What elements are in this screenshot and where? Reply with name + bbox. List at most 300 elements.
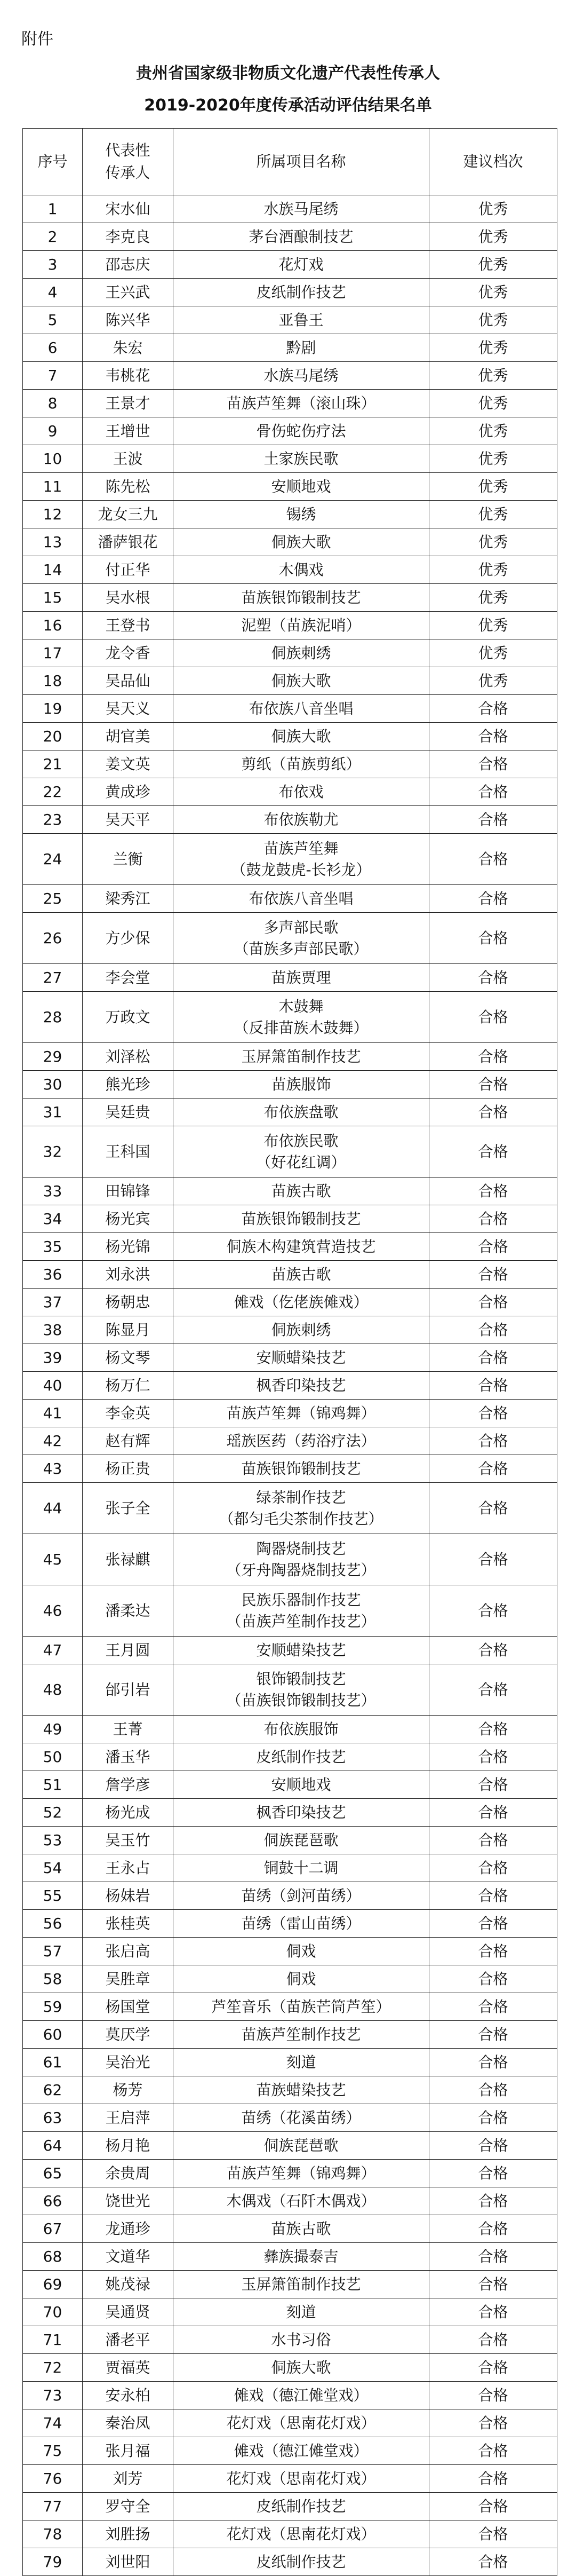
cell-inheritor: 吴治光 [83, 2049, 173, 2076]
project-name-line: 布依族勒尤 [263, 810, 339, 828]
project-name-line: 苗族芦笙制作技艺 [241, 2025, 361, 2043]
project-name-line: 苗族服饰 [271, 1075, 331, 1093]
cell-inheritor: 王兴武 [83, 279, 173, 306]
cell-project [173, 445, 429, 473]
project-name-line: （苗族多声部民歌） [234, 939, 369, 958]
project-name-line: 侗族琵琶歌 [263, 1831, 339, 1849]
table-row [23, 279, 557, 306]
cell-inheritor: 刘世阳 [83, 2548, 173, 2576]
table-row [23, 1534, 557, 1585]
header-project: 所属项目名称 [173, 129, 429, 195]
cell-index: 57 [23, 1938, 83, 1965]
project-name-line: 苗族贾理 [271, 968, 331, 986]
cell-inheritor: 黄成珍 [83, 778, 173, 806]
project-name-line: 枫香印染技艺 [256, 1803, 346, 1821]
cell-inheritor: 王增世 [83, 417, 173, 445]
cell-inheritor: 付正华 [83, 556, 173, 584]
cell-inheritor: 张桂英 [83, 1910, 173, 1938]
cell-grade: 合格 [429, 913, 557, 964]
cell-project [173, 2548, 429, 2576]
table-row [23, 2160, 557, 2187]
cell-index: 63 [23, 2104, 83, 2132]
project-name-line: 花灯戏（思南花灯戏） [226, 2525, 376, 2543]
cell-project [173, 2271, 429, 2298]
cell-project [173, 501, 429, 528]
project-name-line: 侗族大歌 [271, 2358, 331, 2376]
cell-index: 49 [23, 1716, 83, 1743]
cell-index: 21 [23, 750, 83, 778]
cell-project [173, 1910, 429, 1938]
cell-project [173, 223, 429, 251]
cell-inheritor: 王永占 [83, 1854, 173, 1882]
cell-project [173, 1400, 429, 1427]
cell-inheritor: 龙通珍 [83, 2215, 173, 2243]
cell-grade: 合格 [429, 2493, 557, 2520]
table-row [23, 834, 557, 885]
cell-inheritor: 饶世光 [83, 2187, 173, 2215]
project-name-line: 水族马尾绣 [263, 200, 339, 218]
table-row [23, 362, 557, 390]
cell-inheritor: 陈兴华 [83, 306, 173, 334]
cell-grade: 合格 [429, 723, 557, 750]
project-name-line: 锡绣 [286, 505, 316, 523]
cell-inheritor: 张禄麒 [83, 1534, 173, 1585]
cell-grade: 合格 [429, 885, 557, 913]
cell-inheritor: 罗守全 [83, 2493, 173, 2520]
header-index: 序号 [23, 129, 83, 195]
cell-index: 67 [23, 2215, 83, 2243]
cell-index: 70 [23, 2298, 83, 2326]
cell-grade: 优秀 [429, 556, 557, 584]
cell-inheritor: 方少保 [83, 913, 173, 964]
table-row [23, 750, 557, 778]
cell-inheritor: 杨朝忠 [83, 1289, 173, 1316]
table-row [23, 1099, 557, 1126]
cell-grade: 合格 [429, 1854, 557, 1882]
project-name-line: 侗族大歌 [271, 533, 331, 551]
project-name-line: 亚鲁王 [278, 311, 324, 329]
project-name-line: 侗族大歌 [271, 671, 331, 690]
table-row [23, 2437, 557, 2465]
cell-inheritor: 邵志庆 [83, 251, 173, 279]
cell-index: 48 [23, 1664, 83, 1716]
project-name-line: 黔剧 [286, 338, 316, 357]
project-name-line: 布依族民歌 [263, 1132, 339, 1150]
cell-grade: 合格 [429, 1534, 557, 1585]
cell-index: 64 [23, 2132, 83, 2160]
cell-index: 7 [23, 362, 83, 390]
cell-grade: 合格 [429, 1483, 557, 1534]
cell-project [173, 306, 429, 334]
cell-index: 33 [23, 1178, 83, 1205]
cell-project [173, 1178, 429, 1205]
table-row [23, 473, 557, 501]
table-row [23, 2271, 557, 2298]
project-name-line: 土家族民歌 [263, 449, 339, 468]
cell-index: 50 [23, 1743, 83, 1771]
cell-inheritor: 田锦锋 [83, 1178, 173, 1205]
cell-inheritor: 王登书 [83, 612, 173, 639]
table-row [23, 1799, 557, 1827]
project-name-line: 皮纸制作技艺 [256, 2497, 346, 2515]
project-name-line: 侗族刺绣 [271, 644, 331, 662]
project-name-line: 侗族刺绣 [271, 1321, 331, 1339]
cell-index: 75 [23, 2437, 83, 2465]
cell-inheritor: 宋水仙 [83, 195, 173, 223]
project-name-line: 陶器烧制技艺 [256, 1539, 346, 1558]
cell-inheritor: 杨妹岩 [83, 1882, 173, 1910]
cell-project [173, 885, 429, 913]
cell-index: 42 [23, 1427, 83, 1455]
table-row [23, 556, 557, 584]
project-name-line: 安顺地戏 [271, 477, 331, 495]
cell-index: 52 [23, 1799, 83, 1827]
cell-inheritor: 杨光宾 [83, 1205, 173, 1233]
cell-index: 78 [23, 2520, 83, 2548]
cell-project [173, 2382, 429, 2409]
cell-project [173, 1799, 429, 1827]
cell-index: 18 [23, 667, 83, 695]
table-row [23, 1716, 557, 1743]
cell-project [173, 1043, 429, 1071]
table-row [23, 445, 557, 473]
table-row [23, 1993, 557, 2021]
project-name-line: 瑶族医药（药浴疗法） [226, 1432, 376, 1450]
cell-inheritor: 王菁 [83, 1716, 173, 1743]
project-name-line: 傩戏（德江傩堂戏） [234, 2386, 369, 2404]
cell-index: 43 [23, 1455, 83, 1483]
cell-grade: 合格 [429, 1316, 557, 1344]
table-row [23, 2021, 557, 2049]
cell-inheritor: 张月福 [83, 2437, 173, 2465]
cell-index: 32 [23, 1126, 83, 1178]
project-name-line: 皮纸制作技艺 [256, 1748, 346, 1766]
cell-index: 54 [23, 1854, 83, 1882]
project-name-line: 安顺蜡染技艺 [256, 1348, 346, 1366]
cell-inheritor: 刘芳 [83, 2465, 173, 2493]
cell-grade: 合格 [429, 1965, 557, 1993]
table-row [23, 1372, 557, 1400]
cell-project [173, 2243, 429, 2271]
project-name-line: 侗戏 [286, 1970, 316, 1988]
cell-index: 35 [23, 1233, 83, 1261]
cell-grade: 合格 [429, 2382, 557, 2409]
cell-index: 6 [23, 334, 83, 362]
project-name-line: 苗族芦笙舞（锦鸡舞） [226, 1404, 376, 1422]
cell-grade: 合格 [429, 1261, 557, 1289]
table-row [23, 334, 557, 362]
table-row [23, 1771, 557, 1799]
cell-grade: 合格 [429, 992, 557, 1043]
cell-project [173, 612, 429, 639]
project-name-line: 布依族八音坐唱 [249, 699, 354, 717]
table-row [23, 1316, 557, 1344]
cell-inheritor: 杨文琴 [83, 1344, 173, 1372]
project-name-line: 侗族琵琶歌 [263, 2136, 339, 2154]
cell-project [173, 2187, 429, 2215]
cell-inheritor: 李金英 [83, 1400, 173, 1427]
cell-inheritor: 吴胜章 [83, 1965, 173, 1993]
cell-index: 71 [23, 2326, 83, 2354]
cell-project [173, 556, 429, 584]
cell-grade: 优秀 [429, 639, 557, 667]
cell-index: 9 [23, 417, 83, 445]
cell-grade: 优秀 [429, 362, 557, 390]
project-name-line: （反排苗族木鼓舞） [234, 1018, 369, 1037]
project-name-line: 水族马尾绣 [263, 366, 339, 384]
cell-project [173, 1716, 429, 1743]
cell-project [173, 806, 429, 834]
cell-index: 25 [23, 885, 83, 913]
cell-inheritor: 杨万仁 [83, 1372, 173, 1400]
cell-grade: 合格 [429, 1289, 557, 1316]
cell-project [173, 1993, 429, 2021]
table-row [23, 2243, 557, 2271]
cell-grade: 合格 [429, 2409, 557, 2437]
cell-project [173, 2021, 429, 2049]
cell-index: 66 [23, 2187, 83, 2215]
project-name-line: 民族乐器制作技艺 [241, 1591, 361, 1609]
cell-index: 47 [23, 1637, 83, 1664]
project-name-line: （牙舟陶器烧制技艺） [226, 1561, 376, 1579]
cell-index: 19 [23, 695, 83, 723]
cell-project [173, 1233, 429, 1261]
table-row [23, 1261, 557, 1289]
cell-project [173, 2465, 429, 2493]
cell-grade: 合格 [429, 778, 557, 806]
cell-inheritor: 王月圆 [83, 1637, 173, 1664]
cell-index: 36 [23, 1261, 83, 1289]
cell-grade: 合格 [429, 1400, 557, 1427]
cell-project [173, 1534, 429, 1585]
table-row [23, 2104, 557, 2132]
cell-inheritor: 赵有辉 [83, 1427, 173, 1455]
cell-inheritor: 梁秀江 [83, 885, 173, 913]
cell-grade: 合格 [429, 1372, 557, 1400]
cell-project [173, 279, 429, 306]
cell-grade: 优秀 [429, 445, 557, 473]
cell-inheritor: 潘玉华 [83, 1743, 173, 1771]
table-row [23, 584, 557, 612]
cell-inheritor: 莫厌学 [83, 2021, 173, 2049]
cell-index: 26 [23, 913, 83, 964]
cell-grade: 合格 [429, 2160, 557, 2187]
cell-project [173, 2354, 429, 2382]
table-row [23, 1882, 557, 1910]
cell-project [173, 964, 429, 992]
table-row [23, 695, 557, 723]
cell-project [173, 1261, 429, 1289]
table-row [23, 1071, 557, 1099]
project-name-line: 花灯戏（思南花灯戏） [226, 2414, 376, 2432]
cell-project [173, 2493, 429, 2520]
cell-grade: 合格 [429, 1993, 557, 2021]
cell-project [173, 913, 429, 964]
cell-inheritor: 杨国堂 [83, 1993, 173, 2021]
cell-project [173, 1344, 429, 1372]
cell-inheritor: 吴天义 [83, 695, 173, 723]
project-name-line: 骨伤蛇伤疗法 [256, 422, 346, 440]
cell-inheritor: 安永柏 [83, 2382, 173, 2409]
cell-inheritor: 吴水根 [83, 584, 173, 612]
table-row [23, 964, 557, 992]
cell-index: 11 [23, 473, 83, 501]
table-row [23, 639, 557, 667]
project-name-line: 玉屏箫笛制作技艺 [241, 1047, 361, 1065]
cell-inheritor: 陈先松 [83, 473, 173, 501]
cell-inheritor: 姚茂禄 [83, 2271, 173, 2298]
cell-inheritor: 余贵周 [83, 2160, 173, 2187]
cell-grade: 合格 [429, 2132, 557, 2160]
cell-index: 41 [23, 1400, 83, 1427]
table-row [23, 1938, 557, 1965]
cell-project [173, 417, 429, 445]
table-row [23, 2409, 557, 2437]
table-row [23, 1205, 557, 1233]
cell-grade: 合格 [429, 1126, 557, 1178]
cell-inheritor: 朱宏 [83, 334, 173, 362]
project-name-line: 傩戏（德江傩堂戏） [234, 2441, 369, 2460]
cell-grade: 优秀 [429, 279, 557, 306]
cell-project [173, 834, 429, 885]
header-inheritor-label: 代表性传承人 [105, 141, 150, 181]
cell-grade: 合格 [429, 1799, 557, 1827]
table-header-row [23, 129, 557, 195]
cell-index: 31 [23, 1099, 83, 1126]
project-name-line: 皮纸制作技艺 [256, 2553, 346, 2571]
cell-grade: 合格 [429, 2243, 557, 2271]
project-name-line: 苗族芦笙舞（滚山珠） [226, 394, 376, 412]
cell-grade: 合格 [429, 2298, 557, 2326]
cell-project [173, 334, 429, 362]
cell-grade: 合格 [429, 1637, 557, 1664]
cell-grade: 合格 [429, 1043, 557, 1071]
cell-grade: 合格 [429, 2437, 557, 2465]
project-name-line: 茅台酒酿制技艺 [249, 227, 354, 246]
cell-grade: 优秀 [429, 501, 557, 528]
project-name-line: 侗戏 [286, 1942, 316, 1960]
cell-index: 69 [23, 2271, 83, 2298]
project-name-line: 苗绣（雷山苗绣） [241, 1914, 361, 1932]
cell-index: 55 [23, 1882, 83, 1910]
table-row [23, 1854, 557, 1882]
cell-project [173, 1071, 429, 1099]
table-row [23, 306, 557, 334]
cell-grade: 合格 [429, 1205, 557, 1233]
cell-grade: 合格 [429, 1071, 557, 1099]
project-name-line: 花灯戏 [278, 255, 324, 273]
header-grade: 建议档次 [429, 129, 557, 195]
cell-index: 38 [23, 1316, 83, 1344]
cell-project [173, 528, 429, 556]
cell-grade: 合格 [429, 1455, 557, 1483]
cell-index: 17 [23, 639, 83, 667]
cell-index: 74 [23, 2409, 83, 2437]
cell-index: 3 [23, 251, 83, 279]
table-row [23, 1178, 557, 1205]
cell-index: 60 [23, 2021, 83, 2049]
cell-inheritor: 熊光珍 [83, 1071, 173, 1099]
cell-index: 46 [23, 1585, 83, 1637]
cell-index: 76 [23, 2465, 83, 2493]
document-title-line-1: 贵州省国家级非物质文化遗产代表性传承人 [136, 64, 440, 83]
table-row [23, 1483, 557, 1534]
cell-project [173, 1316, 429, 1344]
cell-index: 16 [23, 612, 83, 639]
cell-index: 14 [23, 556, 83, 584]
project-name-line: （苗族银饰锻制技艺） [226, 1691, 376, 1709]
cell-project [173, 2104, 429, 2132]
cell-project [173, 1938, 429, 1965]
cell-project [173, 390, 429, 417]
cell-project [173, 473, 429, 501]
table-row [23, 2548, 557, 2576]
cell-grade: 合格 [429, 1771, 557, 1799]
project-name-line: 苗绣（花溪苗绣） [241, 2108, 361, 2127]
cell-grade: 优秀 [429, 667, 557, 695]
cell-index: 37 [23, 1289, 83, 1316]
cell-grade: 合格 [429, 1099, 557, 1126]
cell-grade: 合格 [429, 2187, 557, 2215]
cell-index: 44 [23, 1483, 83, 1534]
cell-grade: 合格 [429, 1716, 557, 1743]
cell-inheritor: 杨月艳 [83, 2132, 173, 2160]
project-name-line: 安顺地戏 [271, 1775, 331, 1793]
cell-grade: 优秀 [429, 473, 557, 501]
project-name-line: 刻道 [286, 2053, 316, 2071]
table-row [23, 2465, 557, 2493]
cell-project [173, 195, 429, 223]
cell-project [173, 667, 429, 695]
project-name-line: 木偶戏（石阡木偶戏） [226, 2192, 376, 2210]
table-row [23, 1126, 557, 1178]
cell-inheritor: 杨芳 [83, 2076, 173, 2104]
table-row [23, 2520, 557, 2548]
project-name-line: 花灯戏（思南花灯戏） [226, 2469, 376, 2487]
cell-inheritor: 吴通贤 [83, 2298, 173, 2326]
cell-index: 59 [23, 1993, 83, 2021]
project-name-line: 多声部民歌 [263, 918, 339, 936]
table-row [23, 723, 557, 750]
table-row [23, 1743, 557, 1771]
cell-index: 27 [23, 964, 83, 992]
document-title-line-2: 2019-2020年度传承活动评估结果名单 [144, 96, 432, 115]
table-row [23, 223, 557, 251]
cell-project [173, 778, 429, 806]
cell-grade: 合格 [429, 1882, 557, 1910]
cell-grade: 合格 [429, 834, 557, 885]
table-row [23, 1827, 557, 1854]
project-name-line: （苗族芦笙制作技艺） [226, 1612, 376, 1630]
project-name-line: 芦笙音乐（苗族芒筒芦笙） [211, 1997, 391, 2016]
cell-grade: 合格 [429, 1938, 557, 1965]
cell-grade: 合格 [429, 2076, 557, 2104]
cell-project [173, 1771, 429, 1799]
cell-grade: 优秀 [429, 334, 557, 362]
cell-inheritor: 文道华 [83, 2243, 173, 2271]
cell-project [173, 750, 429, 778]
cell-inheritor: 贾福英 [83, 2354, 173, 2382]
cell-project [173, 1483, 429, 1534]
cell-index: 8 [23, 390, 83, 417]
cell-grade: 合格 [429, 2049, 557, 2076]
cell-index: 2 [23, 223, 83, 251]
table-row [23, 1344, 557, 1372]
project-name-line: 苗族古歌 [271, 1265, 331, 1283]
results-table [22, 128, 557, 2576]
table-row [23, 2049, 557, 2076]
table-row [23, 1043, 557, 1071]
